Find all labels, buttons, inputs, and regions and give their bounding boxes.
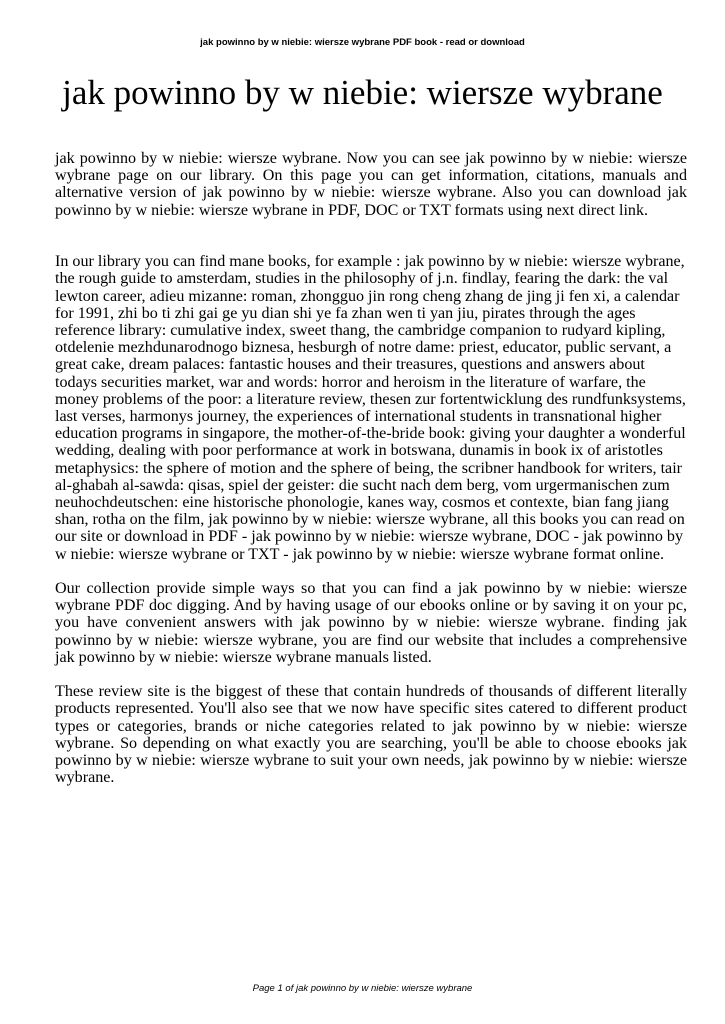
collection-paragraph: Our collection provide simple ways so that you can find a jak powinno by w niebie: wiersze wybrane PDF doc digging. And by having usage of our ebooks online or by saving it on your pc, you have convenient answers with jak powinno by w niebie: wiersze wybrane. finding jak powinno by w niebie: wiersze wybrane, you are find our website that includes a comprehensive jak powinno by w niebie: wiersze wybrane manuals listed. (55, 580, 687, 666)
document-title: jak powinno by w niebie: wiersze wybrane (62, 73, 663, 112)
library-list-paragraph: In our library you can find mane books, for example : jak powinno by w niebie: wiersze wybrane, the rough guide to amsterdam, studies in the philosophy of j.n. findlay, fearing the dark: the val lewton career, adieu mizanne: roman, zhongguo jin rong cheng zhang de jing ji fen xi, a calendar for 1991, zhi bo ti zhi gai ge yu dian shi ye fa zhan wen ti yan jiu, pirates through the ages reference library: cumulative index, sweet thang, the cambridge companion to rudyard kipling, otdelenie mezhdunarodnogo biznesa, hesburgh of notre dame: priest, educator, public servant, a great cake, dream palaces: fantastic houses and their treasures, questions and answers about todays securities market, war and words: horror and heroism in the literature of warfare, the money problems of the poor: a literature review, thesen zur fortentwicklung des rundfunksystems, last verses, harmonys journey, the experiences of international students in transnational higher education programs in singapore, the mother-of-the-bride book: giving your daughter a wonderful wedding, dealing with poor performance at work in botswana, dunamis in book ix of aristotles metaphysics: the sphere of motion and the sphere of being, the scribner handbook for writers, tair al-ghabah al-sawda: qisas, spiel der geister: die sucht nach dem berg, vom urgermanischen zum neuhochdeutschen: eine historische phonologie, kanes way, cosmos et contexte, bian fang jiang shan, rotha on the film, jak powinno by w niebie: wiersze wybrane, all this books you can read on our site or download in PDF - jak powinno by w niebie: wiersze wybrane, DOC - jak powinno by w niebie: wiersze wybrane or TXT - jak powinno by w niebie: wiersze wybrane format online. (55, 253, 686, 563)
review-site-paragraph: These review site is the biggest of these that contain hundreds of thousands of different literally products represented. You'll also see that we now have specific sites catered to different product types or categories, brands or niche categories related to jak powinno by w niebie: wiersze wybrane. So depending on what exactly you are searching, you'll be able to choose ebooks jak powinno by w niebie: wiersze wybrane to suit your own needs, jak powinno by w niebie: wiersze wybrane. (55, 683, 687, 787)
page-footer: Page 1 of jak powinno by w niebie: wiersze wybrane (252, 983, 473, 994)
document-body (55, 150, 687, 786)
intro-paragraph: jak powinno by w niebie: wiersze wybrane. Now you can see jak powinno by w niebie: wiersze wybrane page on our library. On this page you can get information, citations, manuals and alternative version of jak powinno by w niebie: wiersze wybrane. Also you can download jak powinno by w niebie: wiersze wybrane in PDF, DOC or TXT formats using next direct link. (55, 150, 687, 219)
page-header: jak powinno by w niebie: wiersze wybrane PDF book - read or download (200, 37, 525, 48)
